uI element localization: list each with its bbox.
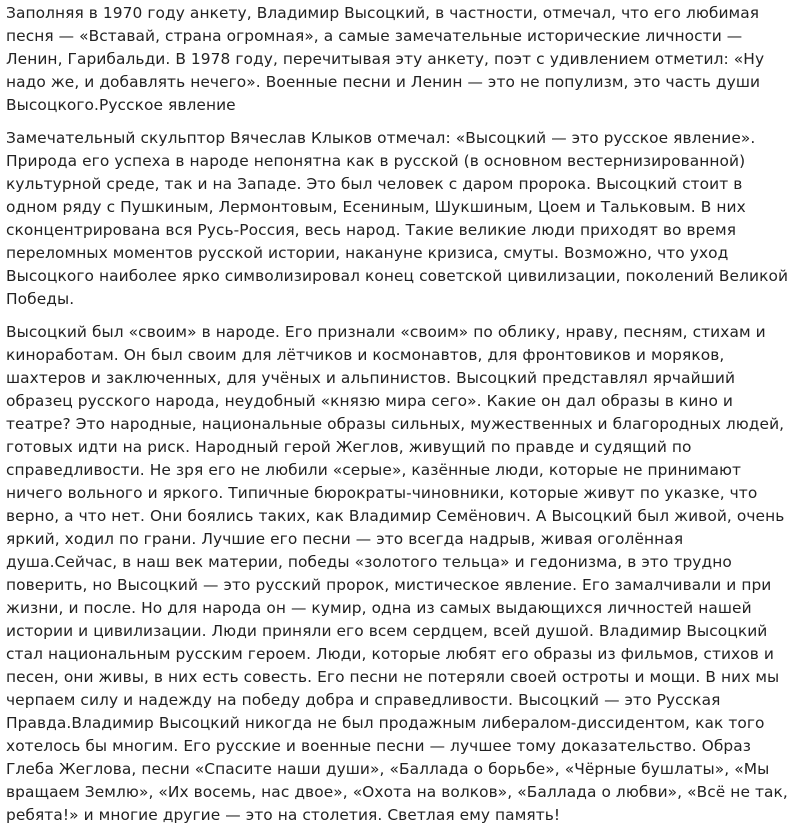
- paragraph-russian-phenomenon: Замечательный скульптор Вячеслав Клыков отмечал: «Высоцкий — это русское явление». Природа его успеха в народе непонятна как в русской (в основном вестернизированной) культурной среде, так и на Западе. Это был человек с даром пророка. Высоцкий стоит в одном ряду с Пушкиным, Лермонтовым, Есениным, Шукшиным, Цоем и Тальковым. В них сконцентрирована вся Русь-Россия, весь народ. Такие великие люди приходят во время переломных моментов русской истории, накануне кризиса, смуты. Возможно, что уход Высоцкого наиболее ярко символизировал конец советской цивилизации, поколений Великой Победы.: [6, 129, 789, 308]
- paragraph-people-hero: Высоцкий был «своим» в народе. Его признали «своим» по облику, нраву, песням, стихам и киноработам. Он был своим для лётчиков и космонавтов, для фронтовиков и моряков, шахтеров и заключенных, для учёных и альпинистов. Высоцкий представлял ярчайший образец русского народа, неудобный «князю мира сего». Какие он дал образы в кино и театре? Это народные, национальные образы сильных, мужественных и благородных людей, готовых идти на риск. Народный герой Жеглов, живущий по правде и судящий по справедливости. Не зря его не любили «серые», казённые люди, которые не принимают ничего вольного и яркого. Типичные бюрократы-чиновники, которые живут по указке, что верно, а что нет. Они боялись таких, как Владимир Семёнович. А Высоцкий был живой, очень яркий, ходил по грани. Лучшие его песни — это всегда надрыв, живая оголённая душа.Сейчас, в наш век материи, победы «золотого тельца» и гедонизма, в это трудно поверить, но Высоцкий — это русский пророк, мистическое явление. Его замалчивали и при жизни, и после. Но для народа он — кумир, одна из самых выдающихся личностей нашей истории и цивилизации. Люди приняли его всем сердцем, всей душой. Владимир Высоцкий стал национальным русским героем. Люди, которые любят его образы из фильмов, стихов и песен, они живы, в них есть совесть. Его песни не потеряли своей остроты и мощи. В них мы черпаем силу и надежду на победу добра и справедливости. Высоцкий — это Русская Правда.Владимир Высоцкий никогда не был продажным либералом-диссидентом, как того хотелось бы многим. Его русские и военные песни — лучшее тому доказательство. Образ Глеба Жеглова, песни «Спасите наши души», «Баллада о борьбе», «Чёрные бушлаты», «Мы вращаем Землю», «Их восемь, нас двое», «Охота на волков», «Баллада о любви», «Всё не так, ребята!» и многие другие — это на столетия. Светлая ему память!: [6, 323, 788, 824]
- paragraph-anketa: Заполняя в 1970 году анкету, Владимир Высоцкий, в частности, отмечал, что его любимая песня — «Вставай, страна огромная», а самые замечательные исторические личности — Ленин, Гарибальди. В 1978 году, перечитывая эту анкету, поэт с удивлением отметил: «Ну надо же, и добавлять нечего». Военные песни и Ленин — это не популизм, это часть души Высоцкого.Русское явление: [6, 4, 765, 114]
